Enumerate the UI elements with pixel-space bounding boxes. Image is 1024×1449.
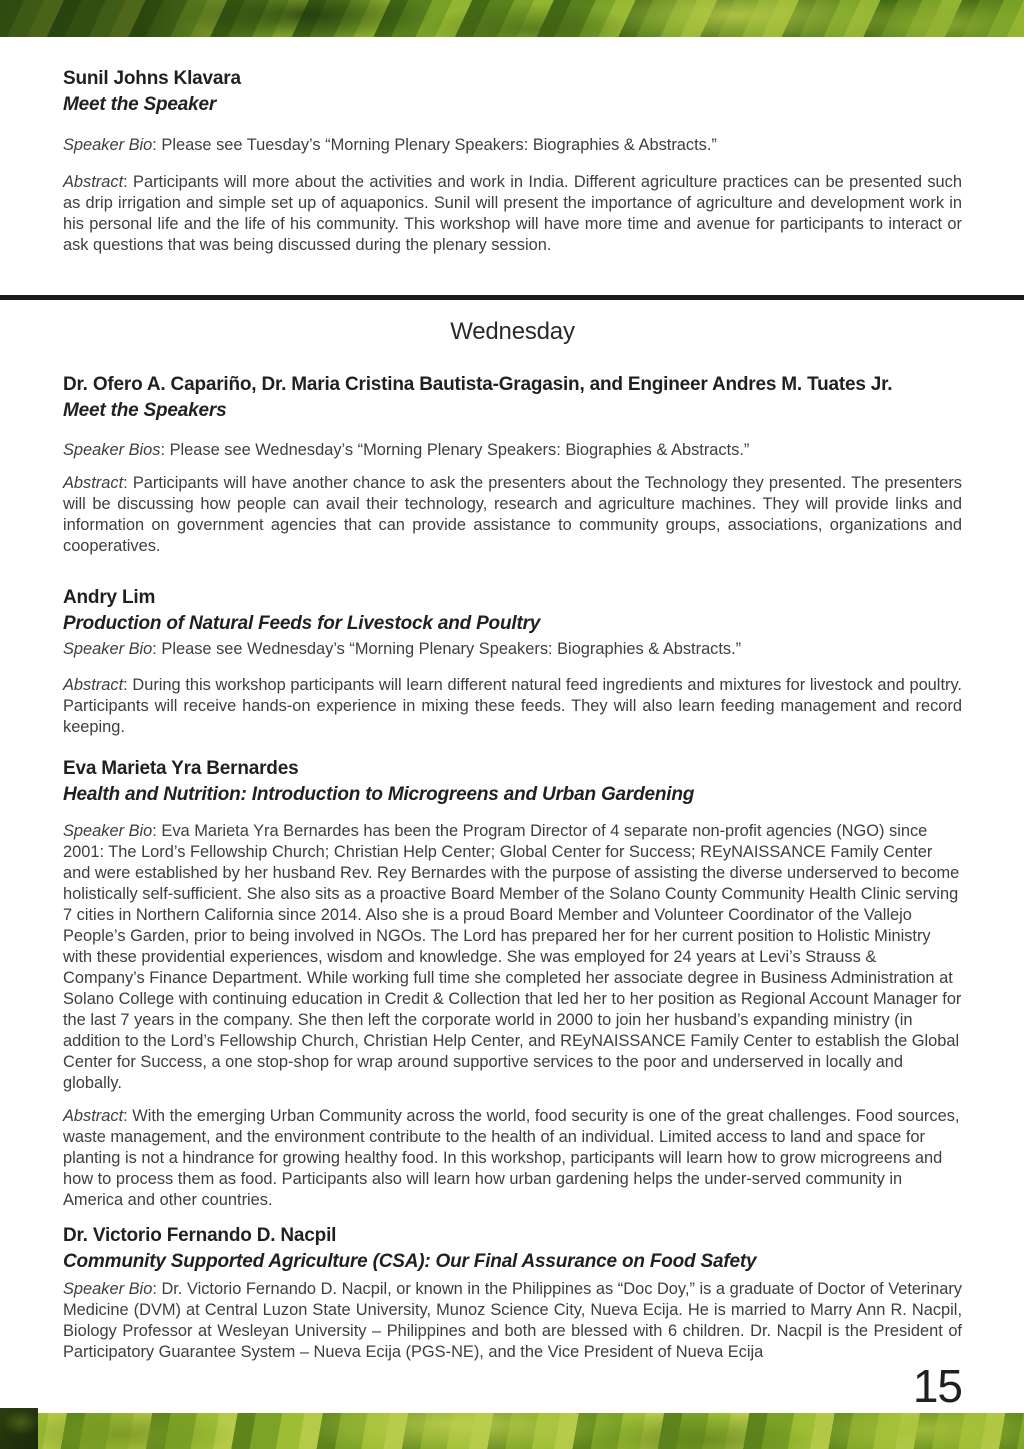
speaker-section-victorio-nacpil [63,1223,962,1363]
bio-text: : Please see Wednesday’s “Morning Plenary Speakers: Biographies & Abstracts.” [160,441,750,459]
page-number: 15 [912,1360,962,1412]
session-abstract [63,675,962,738]
session-title: Health and Nutrition: Introduction to Microgreens and Urban Gardening [63,784,695,805]
bio-text: : Please see Wednesday’s “Morning Plenary Speakers: Biographies & Abstracts.” [152,640,742,658]
abstract-label: Abstract [63,173,124,191]
abstract-label: Abstract [63,1107,124,1125]
bio-text: : Eva Marieta Yra Bernardes has been the Program Director of 4 separate non-profit agencies (NGO) since 2001: The Lord’s Fellowship Church; Christian Help Center; Global Center for Success; REyNAISSANCE Family Center and were established by her husband Rev. Rey Bernardes with the purpose of assisting the diverse underserved to become holistically self-sufficient. She also sits as a proactive Board Member of the Solano County Community Health Clinic serving 7 cities in Northern California since 2014. Also she is a proud Board Member and Volunteer Coordinator of the Vallejo People’s Garden, prior to being involved in NGOs. The Lord has prepared her for her current position to Holistic Ministry with these providential experiences, wisdom and knowledge. She was employed for 24 years at Levi’s Strauss & Company’s Finance Department. While working full time she completed her associate degree in Business Administration at Solano College with continuing education in Credit & Collection that led her to her position as Regional Account Manager for the last 7 years in the company. She then left the corporate world in 2000 to join her husband’s expanding ministry (in addition to the Lord’s Fellowship Church, Christian Help Center, and REyNAISSANCE Family Center to establish the Global Center for Success, a one stop-shop for wrap around supportive services to the poor and underserved in locally and globally. [63,822,962,1092]
abstract-label: Abstract [63,474,124,492]
session-title: Meet the Speakers [63,400,227,421]
bio-label: Speaker Bio [63,1280,153,1298]
bio-label: Speaker Bios [63,441,161,459]
footer-photo-corner-patch [0,1408,38,1449]
speaker-section-eva-bernardes [63,756,962,1211]
abstract-text: : With the emerging Urban Community across the world, food security is one of the great challenges. Food sources, waste management, and the environment contribute to the health of an individual. Limited access to land and space for planting is not a hindrance for growing healthy food. In this workshop, participants will learn how to grow microgreens and how to process them as food. Participants also will learn how urban gardening helps the under-served community in America and other countries. [63,1107,960,1209]
speaker-bio [63,639,962,660]
abstract-text: : Participants will more about the activities and work in India. Different agriculture practices can be presented such as drip irrigation and simple set up of aquaponics. Sunil will present the importance of agriculture and development work in his personal life and the life of his community. This workshop will have more time and avenue for participants to interact or ask questions that was being discussed during the plenary session. [63,173,962,254]
speaker-bio [63,1279,962,1363]
speaker-bio [63,440,962,461]
session-abstract [63,473,962,557]
session-title: Meet the Speaker [63,94,217,115]
speaker-name: Sunil Johns Klavara [63,68,241,89]
speaker-section-andry-lim [63,585,962,738]
speaker-name: Dr. Victorio Fernando D. Nacpil [63,1225,337,1246]
day-heading: Wednesday [450,318,575,345]
speaker-name: Dr. Ofero A. Capariño, Dr. Maria Cristina Bautista-Gragasin, and Engineer Andres M. Tuates Jr. [63,374,893,395]
speaker-name: Eva Marieta Yra Bernardes [63,758,299,779]
page-content [63,0,962,1363]
session-title: Production of Natural Feeds for Livestock and Poultry [63,613,541,634]
speaker-bio [63,135,962,156]
abstract-text: : Participants will have another chance to ask the presenters about the Technology they presented. The presenters will be discussing how people can avail their technology, research and agriculture machines. They will provide links and information on government agencies that can provide assistance to community groups, associations, organizations and cooperatives. [63,474,962,555]
bio-label: Speaker Bio [63,640,153,658]
session-abstract [63,1106,962,1211]
bio-text: : Please see Tuesday’s “Morning Plenary Speakers: Biographies & Abstracts.” [152,136,717,154]
speaker-name: Andry Lim [63,587,156,608]
abstract-label: Abstract [63,676,124,694]
speaker-section-sunil [63,66,962,256]
bio-text: : Dr. Victorio Fernando D. Nacpil, or known in the Philippines as “Doc Doy,” is a graduate of Doctor of Veterinary Medicine (DVM) at Central Luzon State University, Munoz Science City, Nueva Ecija. He is married to Marry Ann R. Nacpil, Biology Professor at Wesleyan University – Philippines and both are blessed with 6 children. Dr. Nacpil is the President of Participatory Guarantee System – Nueva Ecija (PGS-NE), and the Vice President of Nueva Ecija [63,1280,962,1361]
session-abstract [63,172,962,256]
speaker-bio [63,821,962,1094]
bio-label: Speaker Bio [63,822,153,840]
abstract-text: : During this workshop participants will learn different natural feed ingredients and mixtures for livestock and poultry. Participants will receive hands-on experience in mixing these feeds. They will also learn feeding management and record keeping. [63,676,962,736]
session-title: Community Supported Agriculture (CSA): Our Final Assurance on Food Safety [63,1251,757,1272]
bio-label: Speaker Bio [63,136,153,154]
section-divider-rule [0,295,1024,300]
footer-photo-banner [0,1413,1024,1449]
speaker-section-caparino-gragasin-tuates [63,372,962,557]
